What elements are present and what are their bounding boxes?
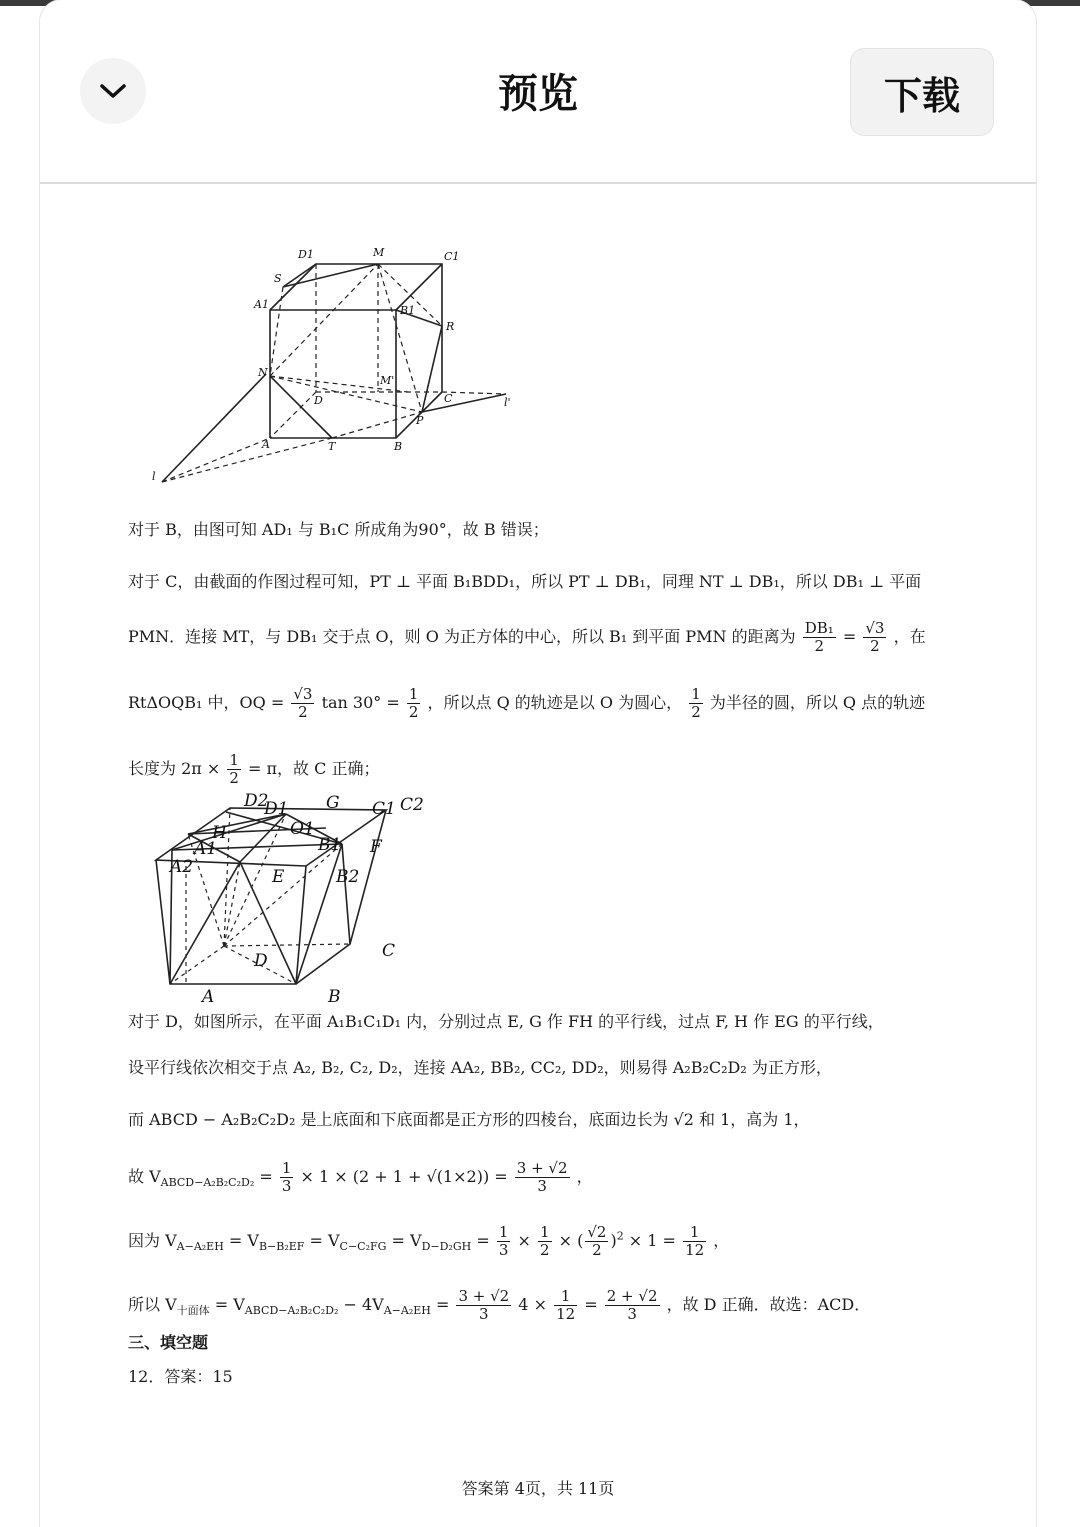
fraction: $\frac{2 + √2}{3}$	[606, 1287, 658, 1323]
fig2-label: C	[382, 941, 396, 961]
fig2-label: A	[202, 987, 215, 1007]
text-line: 故 $V_{ABCD-A_2B_2C_2D_2}$ = $\frac{1}{3}$ × 1 × (2 + 1 + √(1×2)) = $\frac{3 + √2}{3}$ ，	[128, 1159, 593, 1195]
fig1-label: A1	[254, 298, 269, 311]
fig1-label: N	[258, 366, 268, 379]
fig2-label: A2	[170, 857, 194, 877]
fig2-label: F	[370, 837, 382, 857]
fig1-label: S	[274, 272, 282, 285]
text-line: 长度为 2π × $\frac{1}{2}$ = π，故 C 正确；	[128, 751, 380, 787]
fig2-label: A1	[194, 839, 218, 859]
fig2-label: G	[326, 793, 340, 813]
fig1-label: l	[152, 470, 156, 483]
fraction: $\frac{1}{2}$	[539, 1223, 550, 1259]
text-line: 对于 C，由截面的作图过程可知，PT ⊥ 平面 B₁BDD₁，所以 PT ⊥ DB₁，同理 NT ⊥ DB₁，所以 DB₁ ⊥ 平面	[128, 572, 922, 591]
preview-header	[40, 0, 1036, 184]
fraction: $\frac{3 + √2}{3}$	[516, 1159, 568, 1195]
text-line: RtΔOQB₁ 中，OQ = $\frac{√3}{2}$ tan 30° = $\frac{1}{2}$ ，所以点 Q 的轨迹是以 O 为圆心， $\frac{1}{2}$ 为半径的圆，所以 Q 点的轨迹	[128, 685, 926, 721]
fraction: $\frac{1}{3}$	[498, 1223, 509, 1259]
fig2-label: C1	[372, 799, 396, 819]
fig1-label: B1	[400, 304, 416, 317]
fig2-label: B1	[318, 835, 342, 855]
fig1-label: D	[314, 394, 323, 407]
fraction: $\frac{1}{12}$	[685, 1223, 705, 1259]
fig1-label: M	[373, 246, 385, 259]
fig1-label: C1	[444, 250, 460, 263]
fig1-label: T	[328, 440, 336, 453]
page-footer: 答案第 4页，共 11页	[461, 1479, 615, 1498]
fig1-label: P	[416, 414, 424, 427]
answer-line: 12．答案：15	[128, 1367, 233, 1386]
fig2-label: D1	[264, 799, 289, 819]
fig2-label: B2	[336, 867, 360, 887]
fig2-label: O1	[290, 819, 315, 839]
figure-cube-section	[148, 242, 568, 492]
fig1-label: D1	[298, 248, 314, 261]
text-line: 因为 $V_{A-A_2EH} = V_{B-B_2EF} = V_{C-C_2FG} = V_{D-D_2GH}$ = $\frac{1}{3}$ × $\frac{1}{2}$ × ( $\frac{√2}{2}$ )$^2$ × 1 = $\frac{1}{12}$ ，	[128, 1223, 730, 1259]
fig2-label: D2	[244, 791, 269, 811]
text-line: 设平行线依次相交于点 A₂, B₂, C₂, D₂，连接 AA₂, BB₂, CC₂, DD₂，则易得 A₂B₂C₂D₂ 为正方形，	[128, 1058, 832, 1077]
section-heading: 三、填空题	[128, 1333, 209, 1352]
fraction: $\frac{1}{2}$	[408, 685, 419, 721]
fraction: $\frac{3 + √2}{3}$	[458, 1287, 510, 1323]
download-button[interactable]: 下载	[850, 48, 994, 136]
fig1-label: A	[262, 438, 270, 451]
fig1-label: R	[446, 320, 455, 333]
fig2-label: C2	[400, 795, 424, 815]
fig2-label: B	[328, 987, 341, 1007]
figure-frustum	[126, 788, 426, 1008]
fig1-label: C	[444, 392, 453, 405]
fig2-label: H	[212, 823, 227, 843]
fraction: $\frac{\text{DB₁}}{2}$	[804, 619, 834, 655]
fig2-label: E	[272, 867, 285, 887]
fig1-label: l'	[504, 396, 511, 409]
fraction: $\frac{√3}{2}$	[293, 685, 313, 721]
fig2-label: D	[254, 951, 268, 971]
text-line: PMN．连接 MT，与 DB₁ 交于点 O，则 O 为正方体的中心，所以 B₁ 到平面 PMN 的距离为 $\frac{\text{DB₁}}{2}$ = $\frac{√3}{2}$ ，在	[128, 619, 926, 655]
fraction: $\frac{1}{2}$	[229, 751, 239, 787]
text-line: 而 ABCD − A₂B₂C₂D₂ 是上底面和下底面都是正方形的四棱台，底面边长为 √2 和 1，高为 1，	[128, 1110, 810, 1129]
fraction: $\frac{1}{2}$	[691, 685, 701, 721]
fraction: $\frac{√3}{2}$	[865, 619, 885, 655]
text-line: 对于 D，如图所示，在平面 A₁B₁C₁D₁ 内，分别过点 E, G 作 FH 的平行线，过点 F, H 作 EG 的平行线，	[128, 1012, 884, 1031]
fraction: $\frac{√2}{2}$	[587, 1223, 607, 1259]
fig1-label: M'	[380, 374, 395, 387]
fraction: $\frac{1}{12}$	[556, 1287, 576, 1323]
text-line: 所以 $V_{十面体} = V_{ABCD-A_2B_2C_2D_2} - 4V_{A-A_2EH}$ = $\frac{3 + √2}{3}$ 4 × $\frac{1}{12}$ = $\frac{2 + √2}{3}$ ，故 D 正确．故选：ACD．	[128, 1287, 871, 1323]
text-line: 对于 B，由图可知 AD₁ 与 B₁C 所成角为90°，故 B 错误；	[128, 520, 549, 539]
fig1-label: B	[394, 440, 403, 453]
fraction: $\frac{1}{3}$	[281, 1159, 292, 1195]
document-page	[40, 184, 1036, 1527]
preview-sheet	[40, 0, 1036, 1527]
page-title: 预览	[498, 71, 578, 117]
